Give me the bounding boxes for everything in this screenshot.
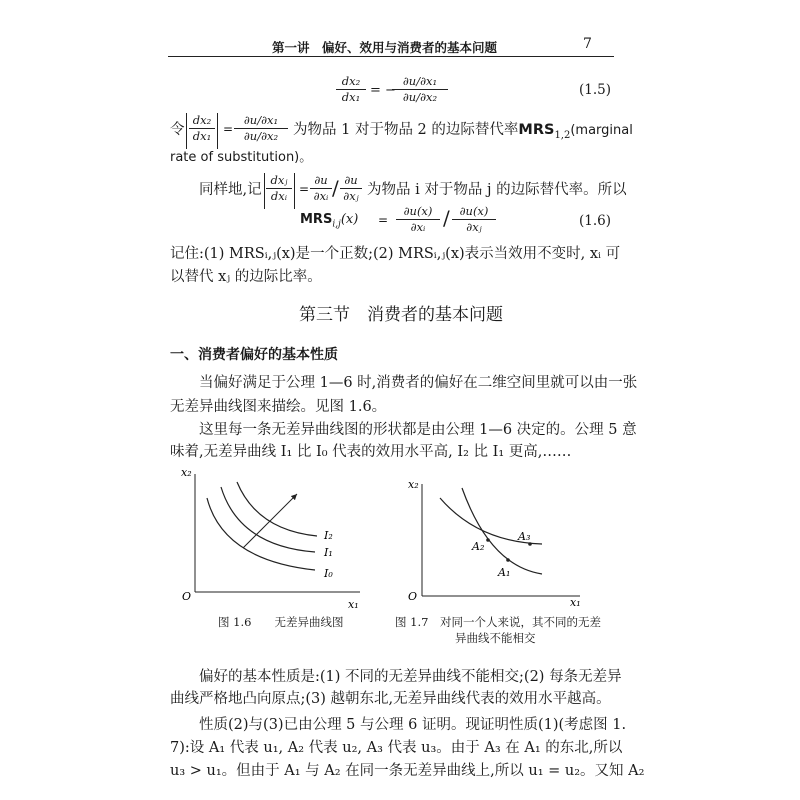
- fig17-y-label: x₂: [408, 478, 419, 491]
- fig16-label-i2: I₂: [324, 529, 333, 542]
- fig16-label-i1: I₁: [324, 546, 333, 559]
- eq-1-6-mrs: MRS: [300, 212, 333, 227]
- fig17-label-a3: A₃: [518, 530, 531, 543]
- general-def-abs-den: dxᵢ: [270, 189, 288, 203]
- mrs-def-text: [293, 118, 633, 148]
- mrs-def-text-b: (marginal: [570, 123, 633, 138]
- figure-1-7-caption-line1: 图 1.7 对同一个人来说，其不同的无差: [395, 615, 601, 629]
- eq-1-6-den2: ∂xⱼ: [466, 220, 482, 234]
- fig16-label-i0: I₀: [324, 567, 333, 580]
- fig16-x-label: x₁: [348, 598, 359, 611]
- figure-1-7: [400, 474, 595, 614]
- indifference-curve-i2: [237, 482, 317, 536]
- eq-1-5-rhs-fraction: [392, 74, 448, 105]
- general-def-prefix: 同样地,记: [199, 182, 262, 198]
- header-rule: [168, 56, 614, 57]
- mrs-def-mrs: MRS: [518, 122, 555, 138]
- eq-1-5-lhs-fraction: [336, 74, 366, 105]
- general-def-abs-fraction: [266, 173, 292, 204]
- fig17-label-a2: A₂: [472, 540, 485, 553]
- subsection-title: 一、消费者偏好的基本性质: [170, 347, 338, 363]
- note-line1: 记住:(1) MRSᵢ,ⱼ(x)是一个正数;(2) MRSᵢ,ⱼ(x)表示当效用不变时, xᵢ 可: [170, 246, 621, 262]
- mrs-def-prefix: 令: [170, 122, 185, 138]
- fig16-northeast-arrow: [243, 494, 297, 548]
- general-def-rhs-num1: ∂u: [310, 173, 332, 189]
- eq-1-6-number: (1.6): [579, 213, 612, 229]
- general-def-rhs-den2: ∂xⱼ: [343, 189, 359, 203]
- running-header: 第一讲 偏好、效用与消费者的基本问题: [272, 40, 498, 55]
- figure-1-6-caption: 图 1.6 无差异曲线图: [218, 615, 344, 629]
- eq-1-6-arg: (x): [340, 212, 359, 227]
- eq-1-5-sign: = −: [370, 83, 396, 98]
- mrs-def-rhs-fraction: [234, 113, 288, 144]
- eq-1-6-slash: /: [443, 206, 450, 230]
- para4-line3: u₃ > u₁。但由于 A₁ 与 A₂ 在同一条无差异曲线上,所以 u₁ = u₂。又知 A₂: [170, 763, 645, 779]
- eq-1-5-rhs-den: ∂u/∂x₂: [402, 90, 438, 104]
- mrs-def-abs-num: dx₂: [189, 113, 215, 129]
- para3-line2: 曲线严格地凸向原点;(3) 越朝东北,无差异曲线代表的效用水平越高。: [170, 691, 611, 707]
- section-title: 第三节 消费者的基本问题: [299, 305, 503, 325]
- general-def-text: 为物品 i 对于物品 j 的边际替代率。所以: [367, 182, 627, 198]
- eq-1-6-eq: =: [378, 213, 389, 227]
- general-def-slash: /: [332, 176, 339, 200]
- figure-1-7-caption-line2: 异曲线不能相交: [455, 631, 536, 645]
- abs-bar-right: [217, 113, 218, 149]
- fig17-x-label: x₁: [570, 596, 581, 609]
- abs-bar-left: [186, 113, 187, 149]
- eq-1-6-num2: ∂u(x): [452, 204, 496, 220]
- mrs-def-rhs-num: ∂u/∂x₁: [234, 113, 288, 129]
- fig17-label-a1: A₁: [498, 566, 511, 579]
- eq-1-6-den1: ∂xᵢ: [410, 220, 426, 234]
- indifference-curve-i0: [207, 498, 315, 570]
- mrs-def-abs-den: dx₁: [192, 129, 212, 143]
- general-def-rhs-num2: ∂u: [340, 173, 362, 189]
- mrs-def-eq: =: [223, 122, 234, 136]
- eq-1-5-rhs-num: ∂u/∂x₁: [392, 74, 448, 90]
- para1-line2: 无差异曲线图来描绘。见图 1.6。: [170, 399, 387, 415]
- eq-1-6-num1: ∂u(x): [396, 204, 440, 220]
- mrs-def-text-a: 为物品 1 对于物品 2 的边际替代率: [293, 122, 519, 138]
- general-def-eq: =: [299, 182, 310, 196]
- fig17-point-a2: [486, 538, 490, 542]
- para2-line2: 味着,无差异曲线 I₁ 比 I₀ 代表的效用水平高, I₂ 比 I₁ 更高,……: [170, 444, 572, 460]
- eq-1-6-fraction-2: [452, 204, 496, 235]
- general-def-abs-num: dxⱼ: [266, 173, 292, 189]
- fig16-origin: O: [182, 590, 192, 603]
- general-def-rhs-fraction-2: [340, 173, 362, 204]
- eq-1-5-lhs-num: dx₂: [336, 74, 366, 90]
- general-def-rhs-fraction-1: [310, 173, 332, 204]
- fig16-y-label: x₂: [181, 466, 192, 479]
- para4-line2: 7):设 A₁ 代表 u₁, A₂ 代表 u₂, A₃ 代表 u₃。由于 A₃ 在 A₁ 的东北,所以: [170, 740, 623, 756]
- note-line2: 以替代 xⱼ 的边际比率。: [170, 269, 322, 285]
- fig17-origin: O: [408, 590, 418, 603]
- figure-1-6: [175, 462, 370, 612]
- mrs-def-rhs-den: ∂u/∂x₂: [243, 129, 279, 143]
- mrs-def-abs-fraction: [189, 113, 215, 144]
- eq-1-5-lhs-den: dx₁: [341, 90, 361, 104]
- para3-line1: 偏好的基本性质是:(1) 不同的无差异曲线不能相交;(2) 每条无差异: [199, 669, 622, 685]
- eq-1-5-number: (1.5): [579, 82, 612, 98]
- general-def-rhs-den1: ∂xᵢ: [313, 189, 329, 203]
- general-abs-bar-left: [264, 173, 265, 209]
- para4-line1: 性质(2)与(3)已由公理 5 与公理 6 证明。现证明性质(1)(考虑图 1.: [199, 717, 627, 733]
- eq-1-6-lhs: [300, 212, 358, 230]
- general-abs-bar-right: [294, 173, 295, 209]
- fig17-point-a1: [506, 558, 510, 562]
- para2-line1: 这里每一条无差异曲线图的形状都是由公理 1—6 决定的。公理 5 意: [199, 422, 637, 438]
- para1-line1: 当偏好满足于公理 1—6 时,消费者的偏好在二维空间里就可以由一张: [199, 375, 638, 391]
- eq-1-6-fraction-1: [396, 204, 440, 235]
- mrs-def-mrs-sub: 1,2: [554, 129, 571, 141]
- eq-1-6-sub: i,j: [332, 219, 341, 230]
- mrs-def-line2: rate of substitution)。: [170, 150, 313, 165]
- page-number: 7: [583, 36, 592, 52]
